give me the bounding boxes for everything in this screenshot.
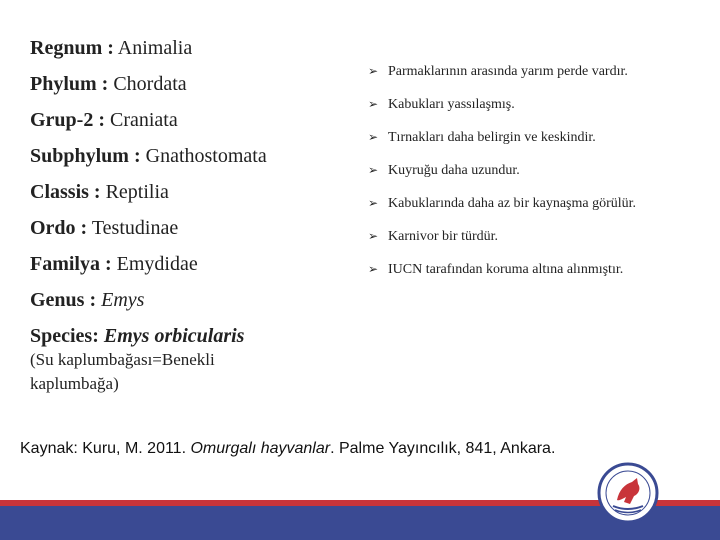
feature-text: Karnivor bir türdür. [388, 229, 499, 244]
taxonomy-regnum [30, 30, 350, 66]
feature-text: Parmaklarının arasında yarım perde vardır. [388, 64, 628, 79]
taxonomy-list [30, 30, 350, 396]
taxonomy-familya [30, 246, 350, 282]
feature-text: IUCN tarafından koruma altına alınmıştır. [388, 262, 624, 277]
taxonomy-label: Species: [30, 325, 99, 347]
taxonomy-label: Phylum : [30, 73, 109, 95]
features-list [368, 55, 658, 286]
taxonomy-subphylum [30, 138, 350, 174]
taxonomy-value: Emydidae [116, 253, 198, 275]
taxonomy-label: Subphylum : [30, 145, 141, 167]
arrowhead-bullet-icon: ➢ [368, 64, 379, 78]
arrowhead-bullet-icon: ➢ [368, 130, 379, 144]
feature-text: Kabuklarında daha az bir kaynaşma görülür. [388, 196, 637, 211]
arrowhead-bullet-icon: ➢ [368, 97, 379, 111]
taxonomy-value: Gnathostomata [145, 145, 267, 167]
taxonomy-label: Grup-2 : [30, 109, 105, 131]
list-item [368, 121, 658, 154]
source-citation [20, 440, 555, 458]
common-name: (Su kaplumbağası=Benekli kaplumbağa) [30, 350, 215, 393]
source-suffix: . Palme Yayıncılık, 841, Ankara. [330, 440, 556, 457]
list-item [368, 220, 658, 253]
list-item [368, 154, 658, 187]
taxonomy-label: Genus : [30, 289, 97, 311]
source-prefix: Kaynak: Kuru, M. 2011. [20, 440, 191, 457]
taxonomy-value: Craniata [110, 109, 178, 131]
list-item [368, 253, 658, 286]
taxonomy-value: Chordata [113, 73, 187, 95]
arrowhead-bullet-icon: ➢ [368, 196, 379, 210]
arrowhead-bullet-icon: ➢ [368, 262, 379, 276]
taxonomy-label: Ordo : [30, 217, 88, 239]
feature-text: Kabukları yassılaşmış. [388, 97, 515, 112]
taxonomy-label: Classis : [30, 181, 101, 203]
list-item [368, 187, 658, 220]
university-logo [597, 462, 659, 524]
taxonomy-classis [30, 174, 350, 210]
taxonomy-genus [30, 282, 350, 318]
feature-text: Tırnakları daha belirgin ve keskindir. [388, 130, 596, 145]
taxonomy-value: Reptilia [105, 181, 169, 203]
taxonomy-value: Emys [101, 289, 145, 311]
taxonomy-value: Testudinae [91, 217, 179, 239]
taxonomy-value: Animalia [117, 37, 193, 59]
source-title: Omurgalı hayvanlar [190, 440, 331, 457]
taxonomy-phylum [30, 66, 350, 102]
arrowhead-bullet-icon: ➢ [368, 229, 379, 243]
list-item [368, 88, 658, 121]
arrowhead-bullet-icon: ➢ [368, 163, 379, 177]
list-item [368, 55, 658, 88]
taxonomy-grup [30, 102, 350, 138]
taxonomy-label: Regnum : [30, 37, 114, 59]
taxonomy-value: Emys orbicularis [103, 325, 245, 347]
taxonomy-label: Familya : [30, 253, 112, 275]
taxonomy-ordo [30, 210, 350, 246]
feature-text: Kuyruğu daha uzundur. [388, 163, 520, 178]
